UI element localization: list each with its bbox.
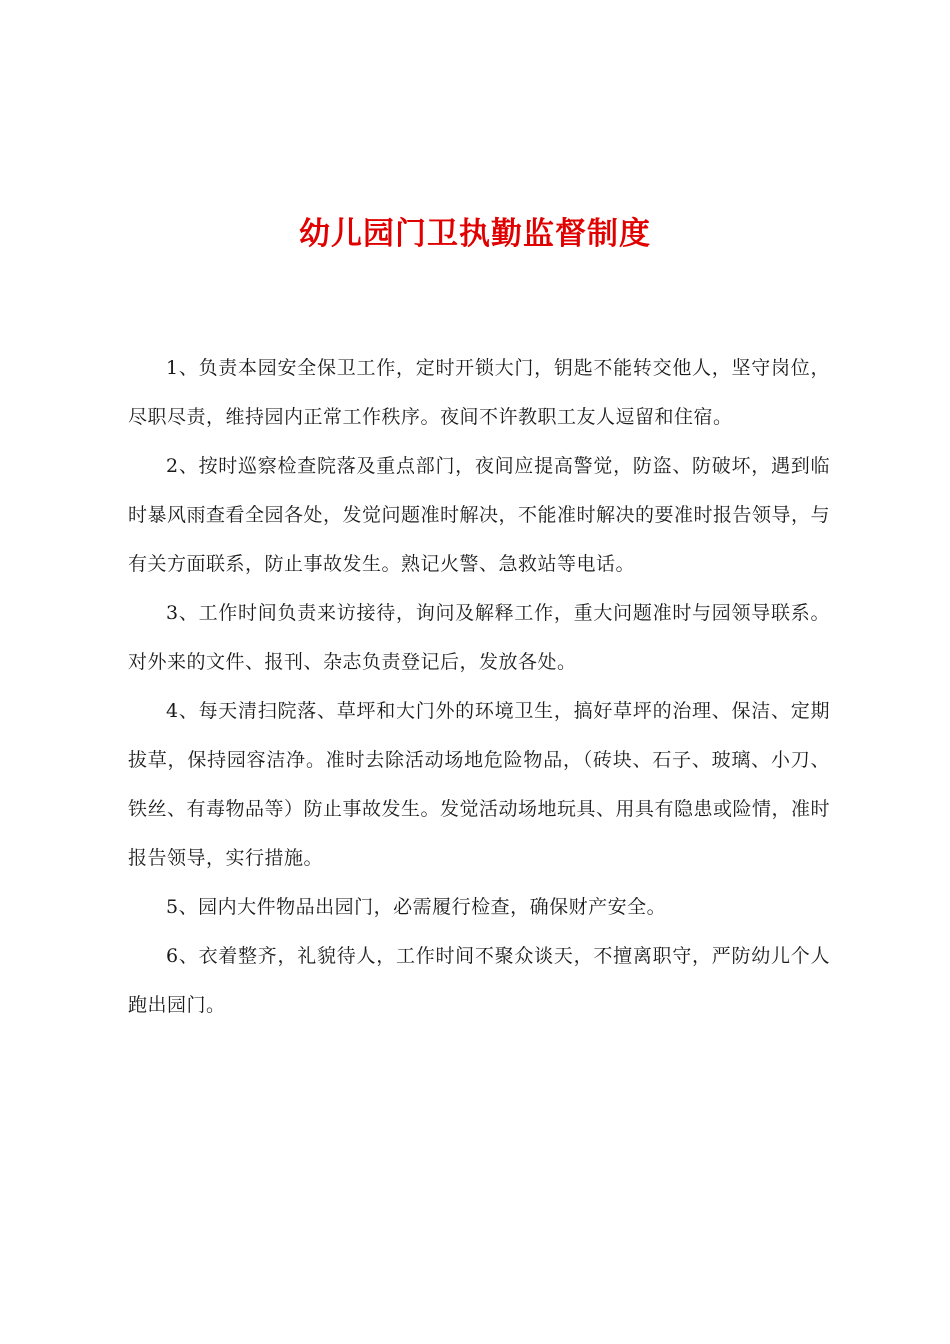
document-title: 幼儿园门卫执勤监督制度 xyxy=(299,216,651,252)
paragraph-4: 4、每天清扫院落、草坪和大门外的环境卫生，搞好草坪的治理、保洁、定期拔草，保持园容洁净。准时去除活动场地危险物品，（砖块、石子、玻璃、小刀、铁丝、有毒物品等）防止事故发生。发觉活动场地玩具、用具有隐患或险情，准时报告领导，实行措施。 xyxy=(128,700,831,869)
paragraph-3: 3、工作时间负责来访接待，询问及解释工作，重大问题准时与园领导联系。对外来的文件、报刊、杂志负责登记后，发放各处。 xyxy=(128,602,830,673)
paragraph-6: 6、衣着整齐，礼貌待人，工作时间不聚众谈天，不擅离职守，严防幼儿个人跑出园门。 xyxy=(128,945,830,1016)
paragraph-1: 1、负责本园安全保卫工作，定时开锁大门，钥匙不能转交他人，坚守岗位，尽职尽责，维持园内正常工作秩序。夜间不许教职工友人逗留和住宿。 xyxy=(128,357,830,428)
paragraph-5: 5、园内大件物品出园门，必需履行检查，确保财产安全。 xyxy=(166,896,667,918)
document-body xyxy=(128,344,830,1030)
paragraph-2: 2、按时巡察检查院落及重点部门，夜间应提高警觉，防盗、防破坏，遇到临时暴风雨查看全园各处，发觉问题准时解决，不能准时解决的要准时报告领导，与有关方面联系，防止事故发生。熟记火警、急救站等电话。 xyxy=(128,455,831,575)
